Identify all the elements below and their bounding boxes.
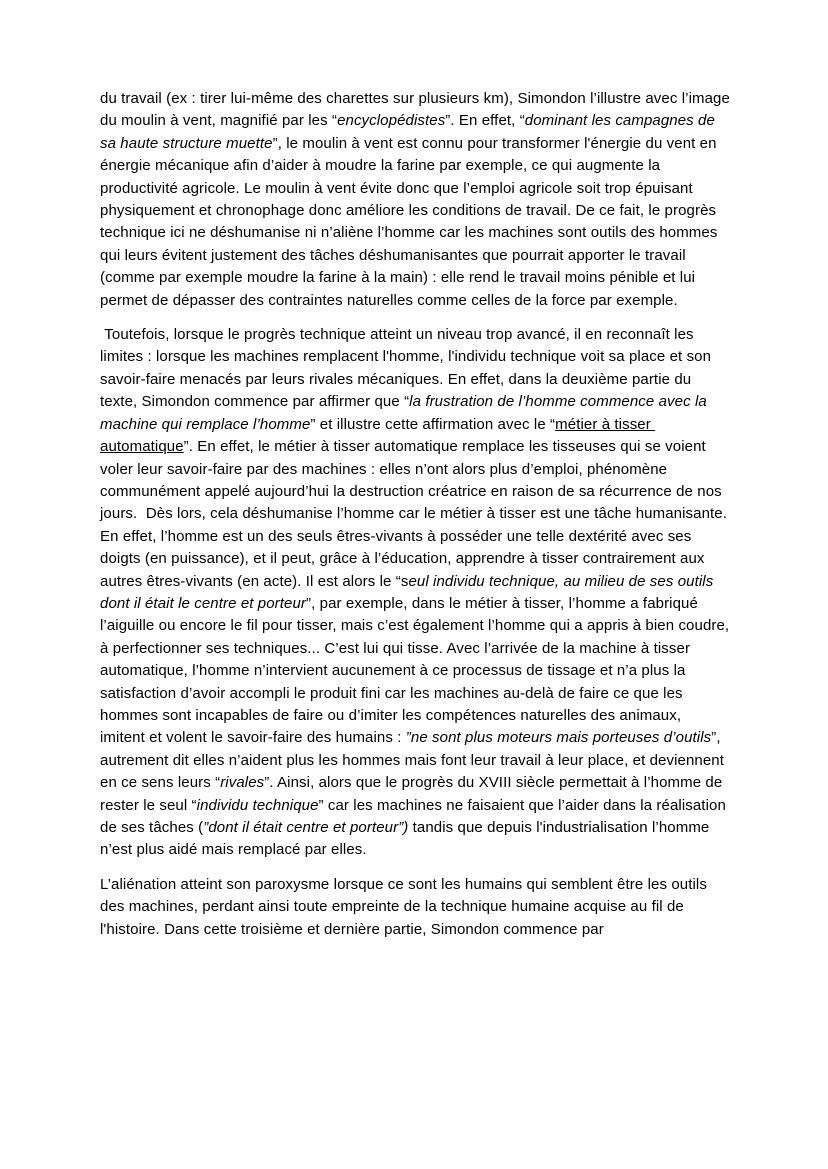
- text-run: tandis que depuis l'industrialisation l’homme n’est plus aidé mais remplacé par elles.: [100, 819, 714, 859]
- text-run: du travail (ex : tirer lui-même des charettes sur plusieurs km), Simondon l’illustre avec l’image du moulin à vent, magnifié par les “: [100, 90, 735, 130]
- paragraph-metier-a-tisser: [100, 324, 734, 862]
- text-run: ”dont il était centre et porteur”): [203, 819, 409, 836]
- text-run: ”ne sont plus moteurs mais porteuses d’outils: [405, 729, 712, 747]
- paragraph-alienation-paroxysme: [100, 874, 730, 941]
- text-run: ”. En effet, le métier à tisser automatique remplace les tisseuses qui se voient voler leur savoir-faire par des machines : elles n’ont alors plus d’emploi, phénomène communément appelé aujourd’hui la destruction créatrice en raison de sa récurrence de nos jours. Dès lors, cela déshumanise l’homme car le métier à tisser est une tâche humanisante. En effet, l’homme est un des seuls êtres-vivants à posséder une telle dextérité avec ses doigts (en puissance), et il peut, grâce à l’éducation, apprendre à tisser contrairement aux autres êtres-vivants (en acte). Il est alors le “s: [100, 438, 732, 590]
- text-run: eul individu technique, au milieu de ses outils dont il était le centre et porteur: [100, 572, 718, 612]
- text-run: dominant les campagnes de sa haute structure muette: [100, 112, 720, 152]
- text-run: la frustration de l’homme commence avec la machine qui remplace l’homme: [100, 393, 712, 433]
- text-run: ”. En effet, “: [445, 112, 525, 130]
- text-run: ”, le moulin à vent est connu pour transformer l'énergie du vent en énergie mécanique afin d’aider à moudre la farine par exemple, ce qui augmente la productivité agricole. Le moulin à vent évite donc que l’emploi agricole soit trop épuisant physiquement et chronophage donc améliore les conditions de travail. De ce fait, le progrès technique ici ne déshumanise ni n’aliène l’homme car les machines sont outils des hommes qui leurs évitent justement des tâches déshumanisantes que pourrait apporter le travail (comme par exemple moudre la farine à la main) : elle rend le travail moins pénible et lui permet de dépasser des contraintes naturelles comme celles de la force par exemple.: [100, 134, 722, 309]
- text-run: rivales: [220, 774, 265, 792]
- text-run: encyclopédistes: [337, 112, 446, 130]
- text-run: ” car les machines ne faisaient que l’aider dans la réalisation de ses tâches (: [100, 796, 731, 836]
- text-run: ”, par exemple, dans le métier à tisser, l’homme a fabriqué l’aiguille ou encore le fil pour tisser, mais c’est également l’homme qui a appris à bien coudre, à perfectionner ses techniques... C’est lui qui tisse. Avec l’arrivée de la machine à tisser automatique, l’homme n’intervient aucunement à ce processus de tissage et n’a plus la satisfaction d’avoir accompli le produit fini car les machines au-delà de faire ce que les hommes sont incapables de faire ou d’imiter les compétences naturelles des animaux, imitent et volent le savoir-faire des humains :: [100, 594, 734, 747]
- text-run: Toutefois, lorsque le progrès technique atteint un niveau trop avancé, il en reconnaît les limites : lorsque les machines remplacent l'homme, l'individu technique voit sa place et son savoir-faire menacés par leurs rivales mécaniques. En effet, dans la deuxième partie du texte, Simondon commence par affirmer que “: [100, 326, 716, 411]
- paragraph-moulin-a-vent: [100, 88, 735, 312]
- text-run: individu technique: [196, 796, 319, 814]
- text-run: ”, autrement dit elles n’aident plus les hommes mais font leur travail à leur place, et deviennent en ce sens leurs “: [100, 729, 729, 792]
- link-metier-a-tisser-automatique[interactable]: métier à tisser automatique: [100, 415, 656, 456]
- text-run: ” et illustre cette affirmation avec le “: [310, 415, 556, 433]
- text-run: ”. Ainsi, alors que le progrès du XVIII siècle permettait à l’homme de rester le seul “: [100, 774, 727, 814]
- text-run: L’aliénation atteint son paroxysme lorsque ce sont les humains qui semblent être les outils des machines, perdant ainsi toute empreinte de la technique humaine acquise au fil de l'histoire. Dans cette troisième et dernière partie, Simondon commence par: [100, 875, 712, 938]
